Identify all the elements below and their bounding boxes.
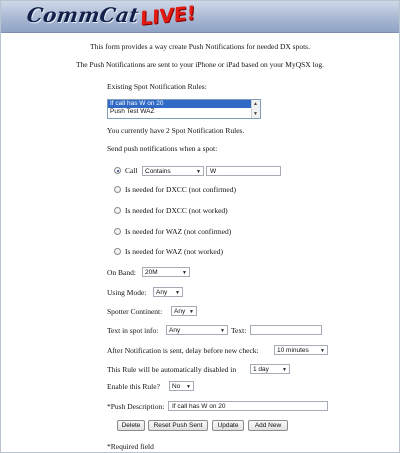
call-operator-value: Contains [145, 168, 171, 175]
dxcc-not-confirmed-label: Is needed for DXCC (not confirmed) [125, 185, 237, 194]
disable-label: This Rule will be automatically disabled in [107, 365, 237, 374]
dxcc-not-worked-label: Is needed for DXCC (not worked) [125, 206, 228, 215]
mode-label: Using Mode: [107, 288, 147, 297]
logo-text-commcat: CommCat [25, 3, 141, 27]
band-value: 20M [145, 269, 158, 276]
delay-label: After Notification is sent, delay before new check: [107, 346, 259, 355]
text-operator-select[interactable] [166, 325, 228, 335]
chevron-down-icon: ▼ [189, 309, 194, 315]
listbox-scrollbar[interactable] [251, 100, 260, 118]
add-new-button[interactable]: Add New [248, 420, 288, 431]
waz-not-worked-label: Is needed for WAZ (not worked) [125, 247, 223, 256]
send-heading: Send push notifications when a spot: [107, 144, 218, 153]
description-label: *Push Description: [107, 402, 165, 411]
band-select[interactable] [142, 267, 190, 277]
update-button[interactable]: Update [212, 420, 244, 431]
text-value-input[interactable] [250, 325, 322, 335]
waz-not-worked-radio[interactable] [114, 248, 121, 255]
disable-select[interactable] [250, 364, 290, 374]
enable-value: No [172, 383, 181, 390]
chevron-down-icon: ▼ [182, 270, 187, 276]
header-banner [1, 1, 399, 33]
text-info-label: Text in spot info: [107, 326, 159, 335]
rules-heading: Existing Spot Notification Rules: [107, 82, 207, 91]
chevron-down-icon: ▼ [175, 290, 180, 296]
mode-value: Any [156, 289, 168, 296]
chevron-down-icon: ▼ [186, 384, 191, 390]
commcat-live-logo [27, 3, 195, 31]
waz-not-confirmed-radio[interactable] [114, 228, 121, 235]
chevron-down-icon: ▼ [282, 367, 287, 373]
enable-select[interactable] [169, 381, 194, 391]
band-label: On Band: [107, 268, 136, 277]
enable-label: Enable this Rule? [107, 382, 160, 391]
reset-push-sent-button[interactable]: Reset Push Sent [148, 420, 208, 431]
call-operator-select[interactable] [142, 166, 204, 176]
required-field-note: *Required field [107, 442, 154, 451]
call-label: Call [125, 166, 138, 175]
dxcc-not-confirmed-radio[interactable] [114, 186, 121, 193]
delay-value: 10 minutes [277, 347, 309, 354]
rule-item[interactable]: Push Test WAZ [110, 108, 155, 115]
chevron-down-icon: ▼ [320, 348, 325, 354]
continent-select[interactable] [171, 306, 197, 316]
continent-label: Spotter Continent: [107, 307, 163, 316]
scroll-down-icon[interactable]: ▼ [253, 111, 258, 117]
delete-button[interactable]: Delete [117, 420, 145, 431]
chevron-down-icon: ▼ [196, 169, 201, 175]
rules-count-text: You currently have 2 Spot Notification Rules. [107, 126, 245, 135]
dxcc-not-worked-radio[interactable] [114, 207, 121, 214]
disable-value: 1 day [253, 366, 269, 373]
scroll-up-icon[interactable]: ▲ [253, 101, 258, 107]
logo-text-live: LIVE! [139, 1, 196, 31]
mode-select[interactable] [153, 287, 183, 297]
call-radio[interactable] [114, 167, 121, 174]
text-field-label: Text: [231, 326, 247, 335]
waz-not-confirmed-label: Is needed for WAZ (not confirmed) [125, 227, 232, 236]
rules-listbox[interactable] [107, 99, 261, 119]
rule-item[interactable]: If call has W on 20 [108, 100, 260, 108]
continent-value: Any [174, 308, 186, 315]
intro-line-1: This form provides a way create Push Notifications for needed DX spots. [90, 42, 310, 51]
chevron-down-icon: ▼ [220, 328, 225, 334]
description-input[interactable]: If call has W on 20 [168, 401, 328, 411]
text-operator-value: Any [169, 327, 181, 334]
delay-select[interactable] [274, 345, 328, 355]
call-value-input[interactable]: W [206, 166, 281, 176]
intro-line-2: The Push Notifications are sent to your iPhone or iPad based on your MyQSX log. [75, 60, 325, 69]
